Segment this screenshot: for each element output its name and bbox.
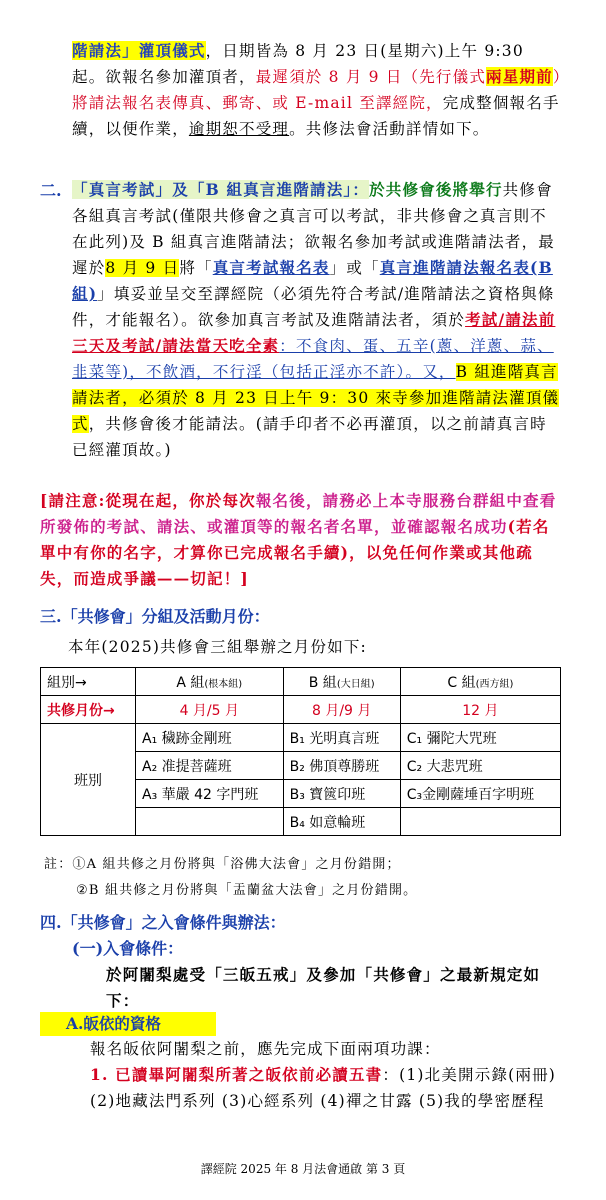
ceremony-name: 階請法」灌頂儀式 (72, 41, 206, 60)
section-4-title: 四.「共修會」之入會條件與辦法： (40, 913, 286, 932)
note-2: ②B 組共修之月份將與「盂蘭盆大法會」之月份錯開。 (76, 883, 418, 898)
note-1: 註：①A 組共修之月份將與「浴佛大法會」之月份錯開； (44, 857, 401, 872)
schedule-table: 組別→ A 組(根本組) B 組(大日組) C 組(西方組) 共修月份→ 4 月/5 月 8 月/9 月 12 月 班別 A₁ 穢跡金剛班 B₁ 光明真言班 C₁ 彌陀大咒班 A₂ 准提菩薩班 B₂ 佛頂尊勝班 C₂ 大悲咒班 A₃ 華嚴 42 字門班 B₃ 寶篋印班 C₃金剛薩埵百字明班 B₄ 如意輪班 (40, 667, 561, 836)
section-2-body: 「真言考試」及「B 組真言進階請法」：於共修會後將舉行共修會各組真言考試(僅限共修會之真言可以考試，非共修會之真言則不在此列)及 B 組真言進階請法；欲報名參加考試或進階請法者，最遲於8 月 9 日將「真言考試報名表」或「真言進階請法報名表(B 組)」填妥並呈交至譯經院（必須先符合考試/進階請法之資格與條件，才能報名）。欲參加真言考試及進階請法者，須於考試/請法前三天及考試/請法當天吃全素：不食肉、蛋、五辛(蔥、洋蔥、蒜、韭菜等)，不飲酒，不行淫（包括正淫亦不許）。又，B 組進階真言請法者，必須於 8 月 23 日上午 9：30 來寺參加進階請法灌頂儀式，共修會後才能請法。(請手印者不必再灌頂，以之前請真言時已經灌頂故。) (72, 180, 560, 459)
refuge-item-1: 1. 已讀畢阿闍梨所著之皈依前必讀五書：(1)北美開示錄(兩冊) (2)地藏法門系列 (3)心經系列 (4)禪之甘露 (5)我的學密歷程 (90, 1065, 557, 1110)
notice-box: [請注意:從現在起，你於每次報名後，請務必上本寺服務台群組中查看所發佈的考試、請法、或灌頂等的報名者名單，並確認報名成功(若名單中有你的名字，才算你已完成報名手續)，以免任何作業或其他疏失，而造成爭議——切記！] (40, 491, 557, 588)
section-3-intro: 本年(2025)共修會三組舉辦之月份如下: (68, 638, 367, 656)
refuge-qualification: A.皈依的資格 (40, 1012, 216, 1036)
section-4-intro: 於阿闍梨處受「三皈五戒」及參加「共修會」之最新規定如下： (106, 965, 541, 1010)
section-3-title: 三.「共修會」分組及活動月份： (40, 607, 270, 626)
section-4-sub: (一)入會條件： (72, 939, 184, 958)
intro-paragraph: 階請法」灌頂儀式，日期皆為 8 月 23 日(星期六)上午 9:30 起。欲報名參加灌頂者，最遲須於 8 月 9 日（先行儀式兩星期前）將請法報名表傳真、郵寄、或 E-mail 至譯經院，完成整個報名手續，以便作業，逾期恕不受理。共修法會活動詳情如下。 (72, 41, 562, 138)
refuge-intro: 報名皈依阿闍梨之前，應先完成下面兩項功課： (90, 1040, 441, 1058)
page-footer: 譯經院 2025 年 8 月法會通啟 第 3 頁 (200, 1162, 406, 1176)
section-2-title: 「真言考試」及「B 組真言進階請法」： (72, 180, 370, 199)
section-2-number: 二. (40, 181, 62, 200)
